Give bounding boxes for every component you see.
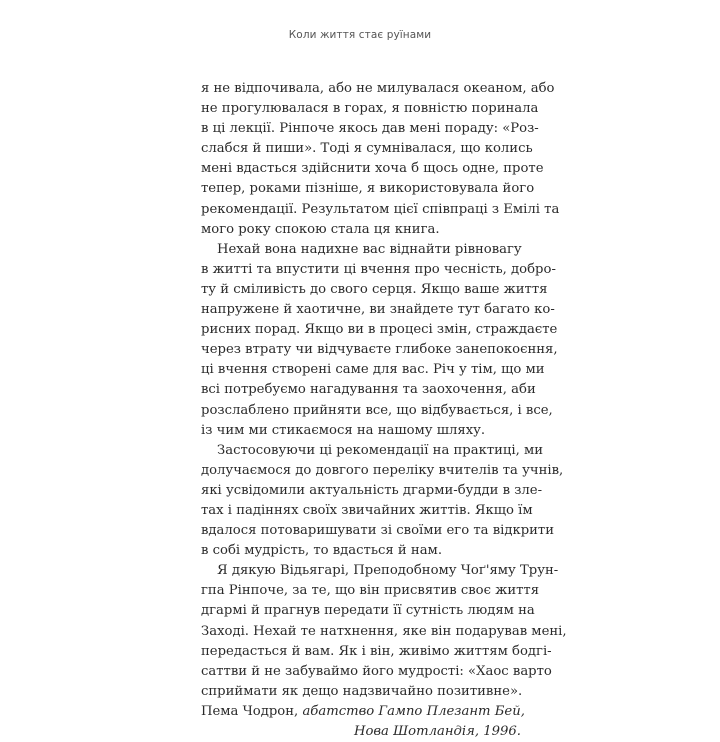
- text-line: я не відпочивала, або не милувалася океаном, або: [201, 81, 555, 96]
- text-line: ту й сміливість до свого серця. Якщо ваше життя: [201, 281, 548, 297]
- text-line: не прогулювалася в горах, я повністю поринала: [201, 101, 539, 117]
- text-line: сприймати як дещо надзвичайно позитивне».: [201, 683, 523, 699]
- text-line: гпа Рінпоче, за те, що він присвятив своє життя: [201, 583, 540, 599]
- text-line: тах і падіннях своїх звичайних життів. Якщо їм: [201, 502, 533, 518]
- text-line: в собі мудрість, то вдасться й нам.: [201, 543, 443, 559]
- signature-place: абатство Гампо Плезант Бей,: [302, 703, 525, 719]
- text-line: дгармі й прагнув передати її сутність людям на: [201, 603, 535, 619]
- text-line: Я дякую Відьягарі, Преподобному Чоґ'яму Трун-: [217, 563, 559, 579]
- paragraph-4: [201, 561, 567, 702]
- text-line: розслаблено прийняти все, що відбувається, і все,: [201, 402, 553, 418]
- text-line: мого року спокою стала ця книга.: [201, 221, 440, 237]
- signature-line-1: [201, 702, 525, 722]
- text-line: Застосовуючи ці рекомендації на практиці, ми: [217, 442, 544, 458]
- text-line: із чим ми стикаємося на нашому шляху.: [201, 422, 486, 438]
- paragraph-1: [201, 79, 560, 240]
- text-line: ці вчення створені саме для вас. Річ у тім, що ми: [201, 362, 545, 378]
- text-line: рисних порад. Якщо ви в процесі змін, страждаєте: [201, 322, 558, 338]
- text-line: саттви й не забуваймо його мудрості: «Хаос варто: [201, 663, 552, 679]
- text-line: Нехай вона надихне вас віднайти рівновагу: [217, 241, 522, 257]
- signature: [201, 702, 525, 742]
- text-line: через втрату чи відчуваєте глибоке занепокоєння,: [201, 342, 558, 358]
- text-line: вдалося потоваришувати зі своїми его та відкрити: [201, 523, 555, 539]
- paragraph-2: [201, 240, 558, 441]
- text-line: які усвідомили актуальність дгарми-будди в зле-: [201, 482, 543, 498]
- text-line: тепер, роками пізніше, я використовувала його: [201, 181, 535, 197]
- text-line: в житті та впустити ці вчення про чесність, добро-: [201, 261, 556, 277]
- signature-line-2: Нова Шотландія, 1996.: [353, 724, 521, 739]
- signature-author: Пема Чодрон,: [201, 703, 303, 719]
- body-text: [201, 79, 567, 742]
- text-line: слабся й пиши». Тоді я сумнівалася, що колись: [201, 141, 533, 157]
- text-line: Заході. Нехай те натхнення, яке він подарував мені,: [201, 623, 567, 639]
- text-line: в ці лекції. Рінпоче якось дав мені пораду: «Роз-: [201, 121, 539, 137]
- text-line: рекомендації. Результатом цієї співпраці з Емілі та: [201, 201, 560, 217]
- running-header: Коли життя стає руїнами: [288, 29, 432, 41]
- text-line: долучаємося до довгого переліку вчителів та учнів,: [201, 462, 564, 478]
- text-line: передасться й вам. Як і він, живімо життям бодгі-: [201, 643, 552, 659]
- text-line: напружене й хаотичне, ви знайдете тут багато ко-: [201, 302, 555, 318]
- text-line: мені вдасться здійснити хоча б щось одне, проте: [201, 161, 544, 177]
- text-line: всі потребуємо нагадування та заохочення, аби: [201, 382, 536, 398]
- paragraph-3: [201, 441, 564, 562]
